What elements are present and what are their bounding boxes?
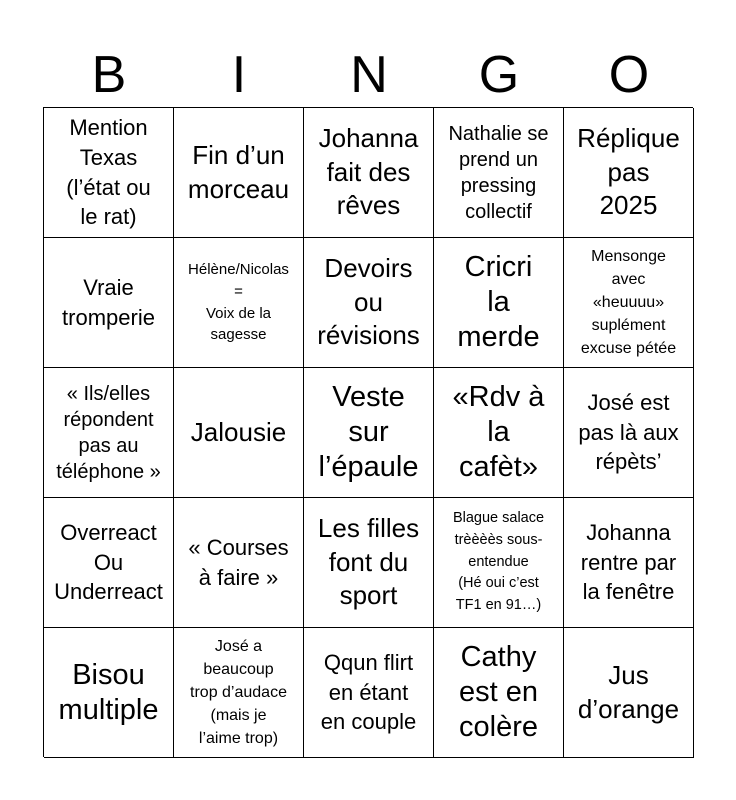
cell-text: Blague salace trèèèès sous- entendue (Hé oui c’est TF1 en 91…) (452, 510, 545, 614)
bingo-cell[interactable] (304, 628, 434, 758)
cell-text: Les filles font du sport (317, 512, 420, 611)
header-letter-b: B (91, 46, 127, 104)
header-letter-g: G (478, 46, 520, 104)
cell-text: Cricri la merde (457, 251, 540, 353)
bingo-header (44, 44, 694, 106)
bingo-cell[interactable] (564, 628, 694, 758)
bingo-cell[interactable] (174, 628, 304, 758)
cell-text: Fin d’un morceau (187, 139, 290, 204)
cell-text: « Courses à faire » (188, 534, 289, 590)
bingo-cell[interactable] (304, 108, 434, 238)
cell-text: Jus d’orange (577, 659, 680, 724)
cell-text: Mensonge avec «heuuuu» suplément excuse pétée (580, 247, 677, 358)
cell-text: Jalousie (190, 416, 287, 447)
cell-text: Réplique pas 2025 (577, 122, 680, 221)
cell-text: Nathalie se prend un pressing collectif (448, 122, 549, 223)
header-letter-n: N (350, 46, 388, 104)
cell-text: José est pas là aux répèts’ (578, 389, 679, 475)
cell-text: Bisou multiple (58, 658, 159, 726)
bingo-cell[interactable] (44, 108, 174, 238)
cell-text: José a beaucoup trop d’audace (mais je l’aime trop) (190, 637, 287, 748)
cell-text: Overreact Ou Underreact (54, 519, 163, 605)
bingo-cell[interactable] (304, 368, 434, 498)
bingo-cell[interactable] (564, 238, 694, 368)
cell-text: « Ils/elles répondent pas au téléphone » (56, 382, 161, 483)
cell-text: «Rdv à la cafèt» (452, 381, 545, 483)
bingo-cell[interactable] (174, 108, 304, 238)
bingo-cell[interactable] (434, 368, 564, 498)
bingo-cell[interactable] (564, 368, 694, 498)
cell-text: Johanna fait des rêves (318, 122, 419, 221)
bingo-cell[interactable] (44, 628, 174, 758)
bingo-cell[interactable] (304, 238, 434, 368)
bingo-cell[interactable] (44, 238, 174, 368)
cell-text: Johanna rentre par la fenêtre (580, 519, 677, 605)
bingo-cell[interactable] (174, 368, 304, 498)
bingo-cell[interactable] (434, 108, 564, 238)
bingo-cell[interactable] (564, 498, 694, 628)
bingo-cell[interactable] (434, 498, 564, 628)
bingo-cell[interactable] (304, 498, 434, 628)
bingo-cell[interactable] (44, 498, 174, 628)
bingo-cell[interactable] (434, 238, 564, 368)
cell-text: Hélène/Nicolas = Voix de la sagesse (188, 261, 289, 344)
bingo-cell[interactable] (434, 628, 564, 758)
bingo-cell[interactable] (174, 498, 304, 628)
cell-text: Cathy est en colère (459, 641, 538, 743)
bingo-grid (43, 107, 693, 757)
cell-text: Devoirs ou révisions (317, 252, 420, 351)
header-letter-o: O (608, 46, 650, 104)
header-letter-i: I (231, 46, 247, 104)
cell-text: Qqun flirt en étant en couple (320, 649, 417, 735)
bingo-cell[interactable] (174, 238, 304, 368)
bingo-cell[interactable] (564, 108, 694, 238)
cell-text: Mention Texas (l’état ou le rat) (66, 115, 151, 230)
bingo-cell[interactable] (44, 368, 174, 498)
cell-text: Veste sur l’épaule (318, 381, 419, 483)
cell-text: Vraie tromperie (62, 274, 155, 330)
